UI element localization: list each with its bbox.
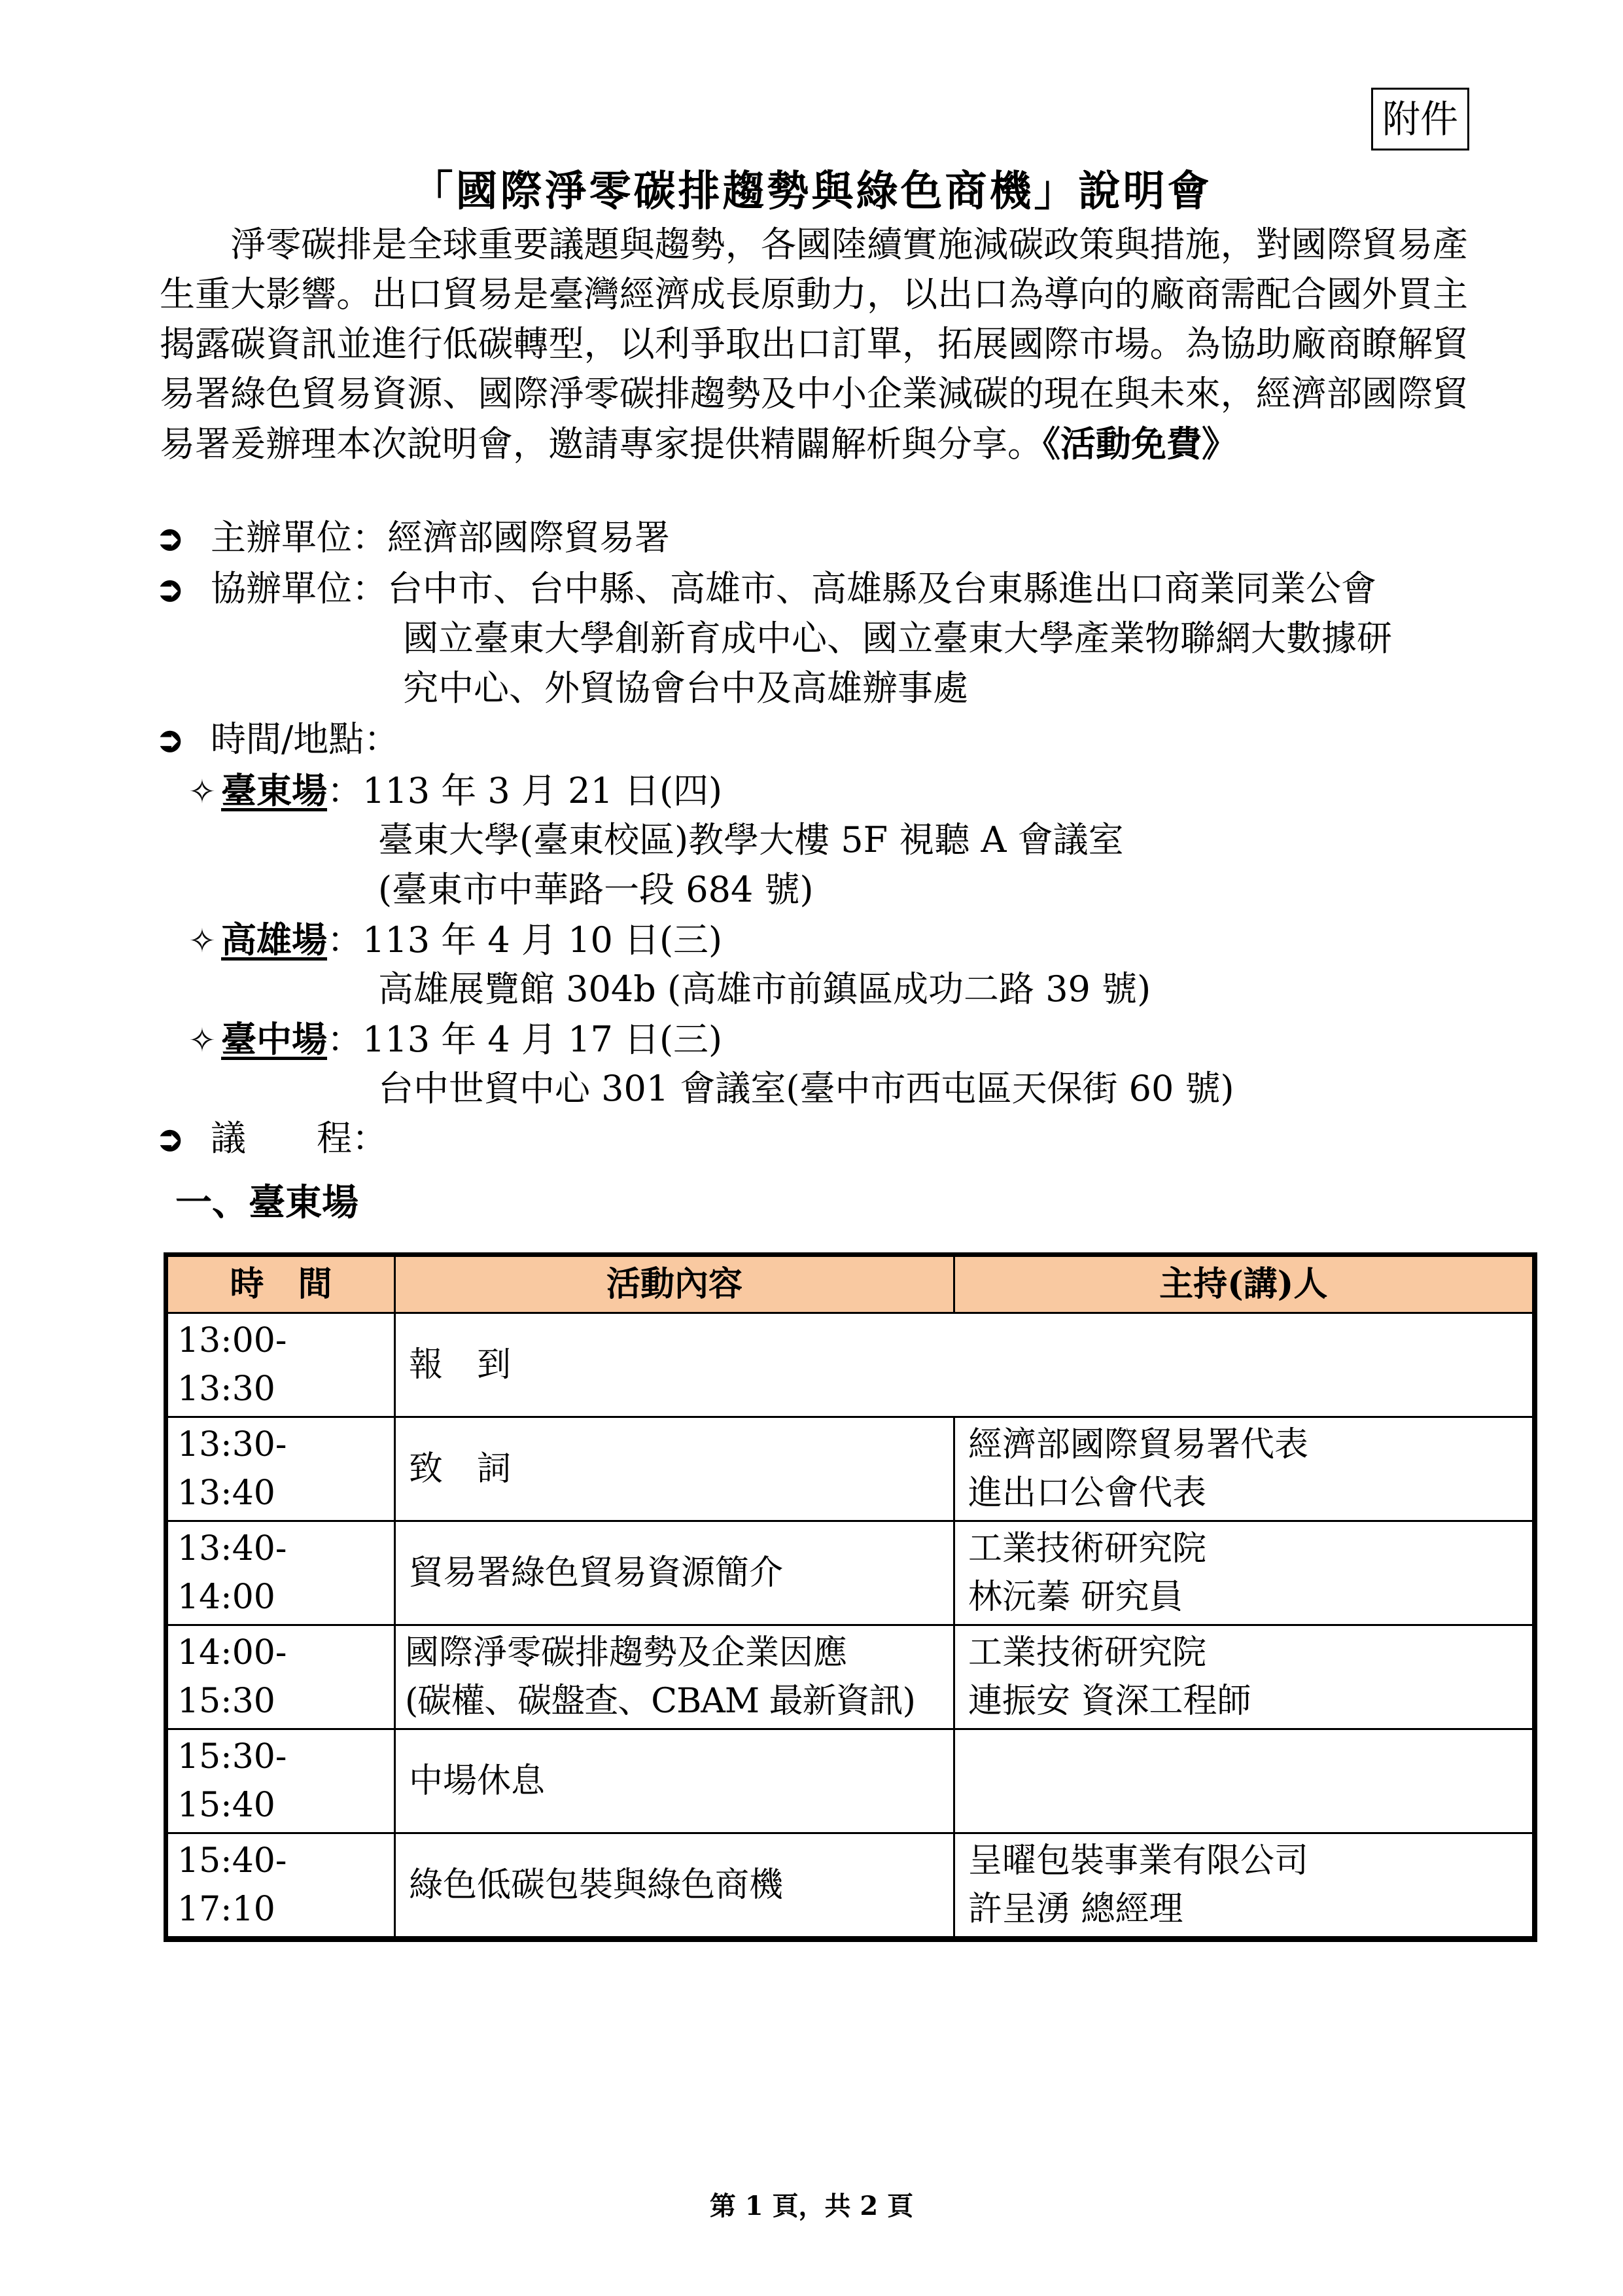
- activity-cell: 致 詞: [395, 1417, 954, 1521]
- activity-cell: 綠色低碳包裝與綠色商機: [395, 1833, 954, 1939]
- time-cell: 14:00-15:30: [166, 1625, 395, 1729]
- co-organizer-line: 台中市、台中縣、高雄市、高雄縣及台東縣進出口商業同業公會: [387, 568, 1376, 609]
- co-organizer-row: [156, 564, 1376, 614]
- time-cell: 13:30-13:40: [166, 1417, 395, 1521]
- organizer-row: [156, 513, 670, 563]
- venue-detail: 臺東大學(臺東校區)教學大樓 5F 視聽 A 會議室: [378, 819, 1124, 860]
- agenda-table: [164, 1252, 1537, 1942]
- host-cell: [954, 1833, 1535, 1939]
- agenda-label: 議 程：: [211, 1118, 387, 1159]
- activity-cell: 報 到: [395, 1313, 1535, 1417]
- table-row: [166, 1625, 1535, 1729]
- activity-cell: [395, 1625, 954, 1729]
- activity-cell: 貿易署綠色貿易資源簡介: [395, 1521, 954, 1625]
- venue-name: 臺東場: [221, 769, 327, 811]
- host-line: 進出口公會代表: [968, 1474, 1207, 1513]
- time-cell: 13:00-13:30: [166, 1313, 395, 1417]
- host-line: 呈曜包裝事業有限公司: [968, 1841, 1309, 1881]
- co-organizer-line: 國立臺東大學創新育成中心、國立臺東大學產業物聯網大數據研: [403, 618, 1392, 659]
- host-cell: [954, 1521, 1535, 1625]
- table-row: [166, 1313, 1535, 1417]
- host-line: 林沅蓁 研究員: [968, 1578, 1183, 1617]
- venue-date: ：113 年 4 月 10 日(三): [327, 919, 723, 961]
- venue-name: 臺中場: [221, 1018, 327, 1060]
- schedule-row: [156, 715, 399, 765]
- venue-date: ：113 年 3 月 21 日(四): [327, 770, 723, 811]
- activity-cell: 中場休息: [395, 1729, 954, 1833]
- header-activity: 活動內容: [395, 1255, 954, 1313]
- arrow-bullet-icon: ➲: [156, 518, 184, 558]
- host-cell: [954, 1417, 1535, 1521]
- venue-detail: 台中世貿中心 301 會議室(臺中市西屯區天保街 60 號): [378, 1068, 1234, 1109]
- time-cell: 13:40-14:00: [166, 1521, 395, 1625]
- agenda-row: [156, 1114, 387, 1164]
- arrow-bullet-icon: ➲: [156, 1119, 184, 1159]
- arrow-bullet-icon: ➲: [156, 569, 184, 609]
- host-line: 經濟部國際貿易署代表: [968, 1425, 1309, 1464]
- header-host: 主持(講)人: [954, 1255, 1535, 1313]
- star-bullet-icon: ✧: [188, 1021, 216, 1059]
- venue-taichung: [188, 1014, 722, 1065]
- host-line: 許呈湧 總經理: [968, 1890, 1183, 1929]
- schedule-label: 時間/地點：: [211, 718, 400, 760]
- venue-name: 高雄場: [221, 919, 327, 961]
- host-cell: [954, 1729, 1535, 1833]
- free-note: 《活動免費》: [1043, 423, 1237, 465]
- table-row: [166, 1521, 1535, 1625]
- co-organizer-line: 究中心、外貿協會台中及高雄辦事處: [403, 667, 968, 709]
- host-line: 連振安 資深工程師: [968, 1682, 1251, 1721]
- host-line: 工業技術研究院: [968, 1529, 1207, 1568]
- intro-paragraph: [160, 220, 1468, 469]
- table-header-row: [166, 1255, 1535, 1313]
- arrow-bullet-icon: ➲: [156, 720, 184, 760]
- time-cell: 15:30-15:40: [166, 1729, 395, 1833]
- co-organizer-label: 協辦單位：: [211, 568, 387, 609]
- venue-taitung: [188, 766, 722, 817]
- organizer-value: 經濟部國際貿易署: [387, 517, 670, 558]
- page-footer: 第 1 頁，共 2 頁: [709, 2191, 914, 2221]
- venue-detail: 高雄展覽館 304b (高雄市前鎮區成功二路 39 號): [378, 968, 1151, 1010]
- attachment-label: 附件: [1371, 88, 1469, 150]
- intro-text: 淨零碳排是全球重要議題與趨勢，各國陸續實施減碳政策與措施，對國際貿易產生重大影響。出口貿易是臺灣經濟成長原動力，以出口為導向的廠商需配合國外買主揭露碳資訊並進行低碳轉型，以利爭取出口訂單，拓展國際市場。為協助廠商瞭解貿易署綠色貿易資源、國際淨零碳排趨勢及中小企業減碳的現在與未來，經濟部國際貿易署爰辦理本次說明會，邀請專家提供精闢解析與分享。: [160, 224, 1468, 465]
- page-title: 「國際淨零碳排趨勢與綠色商機」說明會: [411, 167, 1212, 216]
- venue-detail: (臺東市中華路一段 684 號): [378, 869, 814, 910]
- star-bullet-icon: ✧: [188, 922, 216, 960]
- table-row: [166, 1833, 1535, 1939]
- venue-kaohsiung: [188, 915, 722, 966]
- host-cell: [954, 1625, 1535, 1729]
- table-row: [166, 1417, 1535, 1521]
- activity-line: 國際淨零碳排趨勢及企業因應: [405, 1633, 848, 1672]
- time-cell: 15:40-17:10: [166, 1833, 395, 1939]
- venue-date: ：113 年 4 月 17 日(三): [327, 1019, 723, 1060]
- host-line: 工業技術研究院: [968, 1633, 1207, 1672]
- section-title: 一、臺東場: [175, 1181, 358, 1224]
- header-time: 時 間: [166, 1255, 395, 1313]
- organizer-label: 主辦單位：: [211, 517, 387, 558]
- table-row: [166, 1729, 1535, 1833]
- activity-line: (碳權、碳盤查、CBAM 最新資訊): [405, 1682, 915, 1721]
- star-bullet-icon: ✧: [188, 773, 216, 811]
